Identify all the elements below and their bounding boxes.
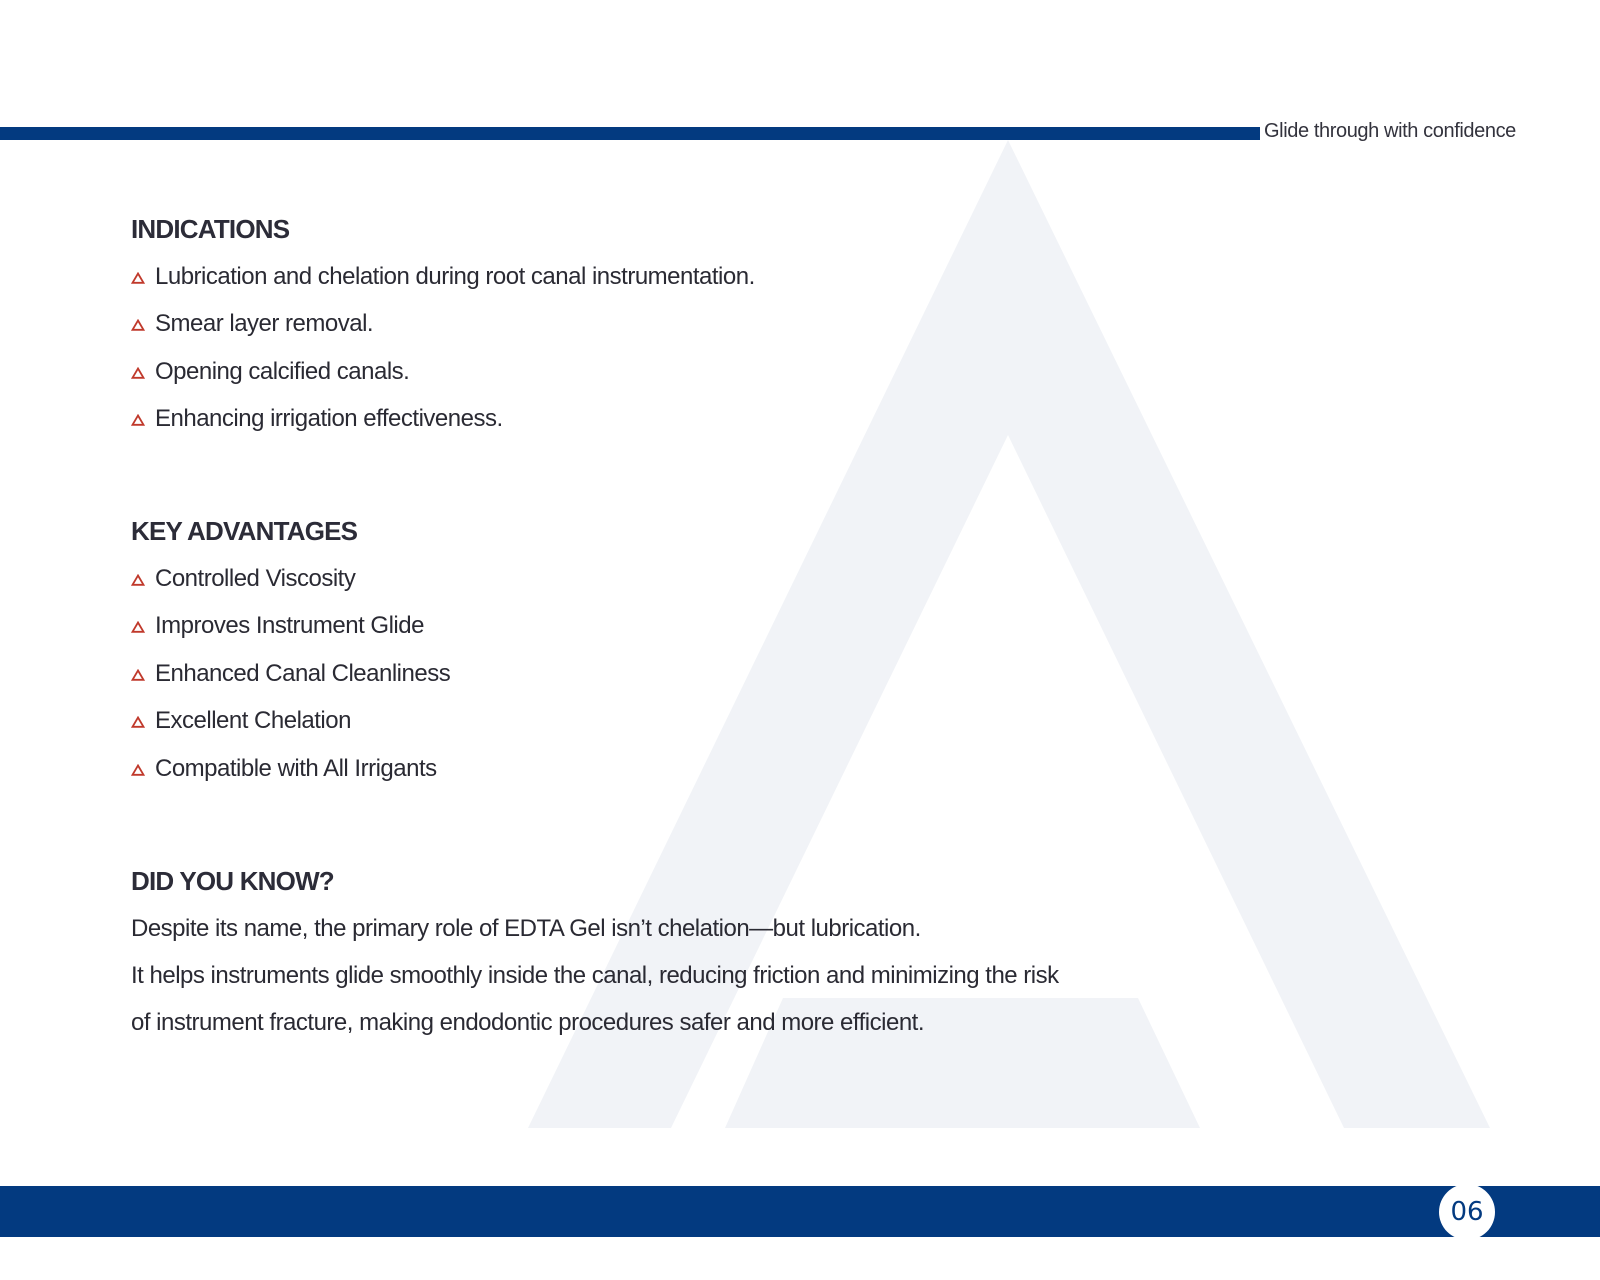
list-item — [131, 555, 450, 603]
triangle-outline-icon — [131, 621, 145, 633]
page-number-badge: 06 — [1439, 1184, 1495, 1240]
list-item — [131, 698, 450, 746]
list-item — [131, 650, 450, 698]
paragraph-line: of instrument fracture, making endodontic procedures safer and more efficient. — [131, 1009, 924, 1036]
triangle-outline-icon — [131, 764, 145, 776]
list-item-text: Enhanced Canal Cleanliness — [155, 659, 451, 687]
paragraph-line: It helps instruments glide smoothly inside the canal, reducing friction and minimizing the risk — [131, 962, 1059, 989]
triangle-outline-icon — [131, 272, 145, 284]
triangle-outline-icon — [131, 716, 145, 728]
list-item — [131, 253, 755, 301]
did-you-know-paragraph — [131, 905, 1059, 1046]
list-item-text: Enhancing irrigation effectiveness. — [155, 405, 503, 433]
triangle-outline-icon — [131, 367, 145, 379]
indications-heading: INDICATIONS — [131, 214, 290, 244]
header-rule — [0, 127, 1260, 140]
list-item-text: Lubrication and chelation during root canal instrumentation. — [155, 262, 755, 290]
did-you-know-heading: DID YOU KNOW? — [131, 866, 334, 896]
list-item-text: Improves Instrument Glide — [155, 612, 424, 640]
list-item — [131, 301, 755, 349]
list-item — [131, 396, 755, 444]
list-item-text: Excellent Chelation — [155, 707, 351, 735]
header-tagline: Glide through with confidence — [1264, 120, 1516, 142]
list-item-text: Smear layer removal. — [155, 310, 374, 338]
footer-bar — [0, 1186, 1600, 1237]
key-advantages-section — [131, 516, 450, 793]
paragraph-line: Despite its name, the primary role of EDTA Gel isn’t chelation—but lubrication. — [131, 915, 921, 942]
triangle-outline-icon — [131, 414, 145, 426]
list-item-text: Controlled Viscosity — [155, 564, 356, 592]
list-item-text: Opening calcified canals. — [155, 357, 410, 385]
triangle-outline-icon — [131, 319, 145, 331]
list-item — [131, 745, 450, 793]
list-item-text: Compatible with All Irrigants — [155, 754, 437, 782]
indications-list — [131, 253, 755, 443]
triangle-outline-icon — [131, 669, 145, 681]
key-advantages-heading: KEY ADVANTAGES — [131, 516, 358, 546]
key-advantages-list — [131, 555, 450, 793]
did-you-know-section — [131, 866, 1059, 1046]
list-item — [131, 603, 450, 651]
indications-section — [131, 214, 755, 443]
triangle-outline-icon — [131, 574, 145, 586]
list-item — [131, 348, 755, 396]
